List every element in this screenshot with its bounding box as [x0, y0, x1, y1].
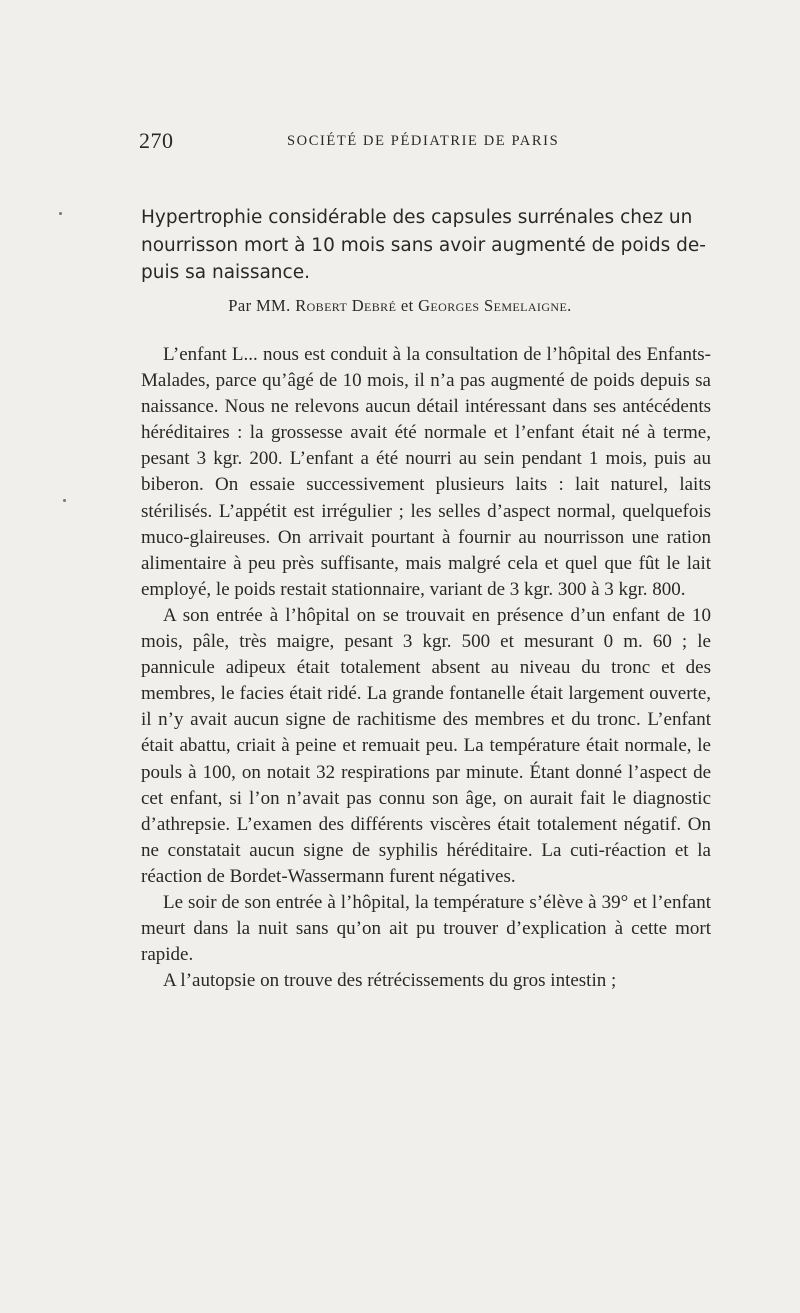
author-line: [0, 296, 800, 316]
body-paragraph: Le soir de son entrée à l’hôpital, la température s’élève à 39° et l’enfant meurt dans la nuit sans qu’on ait pu trouver d’explication à cette mort rapide.: [141, 891, 711, 966]
title-line: nourrisson mort à 10 mois sans avoir augmenté de poids de-: [141, 234, 706, 256]
body-paragraph: A l’autopsie on trouve des rétrécissements du gros intestin ;: [163, 970, 617, 992]
authors-joiner: et: [400, 296, 414, 315]
margin-speck: [63, 499, 66, 502]
margin-speck: [59, 212, 62, 215]
page-number: 270: [139, 128, 174, 153]
authors-prefix: Par MM.: [228, 296, 291, 315]
author-name: Robert Debré: [295, 296, 397, 315]
author-name: Georges Semelaigne.: [418, 296, 572, 315]
title-line: Hypertrophie considérable des capsules surrénales chez un: [141, 207, 693, 228]
title-line: puis sa naissance.: [141, 262, 310, 283]
article-title: [141, 204, 726, 287]
running-head: SOCIÉTÉ DE PÉDIATRIE DE PARIS: [287, 133, 560, 149]
page-header: [139, 128, 719, 158]
body-paragraph: L’enfant L... nous est conduit à la consultation de l’hôpital des Enfants-Malades, parce qu’âgé de 10 mois, il n’a pas augmenté de poids depuis sa naissance. Nous ne relevons aucun détail intéressant dans ses antécédents héréditaires : la grossesse avait été normale et l’enfant était né à terme, pesant 3 kgr. 200. L’enfant a été nourri au sein pendant 1 mois, puis au biberon. On essaie successivement plusieurs laits : lait naturel, laits stérilisés. L’appétit est irrégulier ; les selles d’aspect normal, quelquefois muco-glaireuses. On arrivait pourtant à fournir au nourrisson une ration alimentaire à peu près suffisante, mais malgré cela et quel que fût le lait employé, le poids restait stationnaire, variant de 3 kgr. 300 à 3 kgr. 800.: [141, 344, 711, 600]
body-paragraph: A son entrée à l’hôpital on se trouvait en présence d’un enfant de 10 mois, pâle, très maigre, pesant 3 kgr. 500 et mesurant 0 m. 60 ; le pannicule adipeux était totalement absent au niveau du tronc et des membres, le facies était ridé. La grande fontanelle était largement ouverte, il n’y avait aucun signe de rachitisme des membres et du tronc. L’enfant était abattu, criait à peine et remuait peu. La température était normale, le pouls à 100, on notait 32 respirations par minute. Étant donné l’aspect de cet enfant, si l’on n’avait pas connu son âge, on aurait fait le diagnostic d’athrepsie. L’examen des différents viscères était totalement négatif. On ne constatait aucun signe de syphilis héréditaire. La cuti-réaction et la réaction de Bordet-Wassermann furent négatives.: [141, 604, 711, 887]
article-body: [141, 342, 711, 994]
